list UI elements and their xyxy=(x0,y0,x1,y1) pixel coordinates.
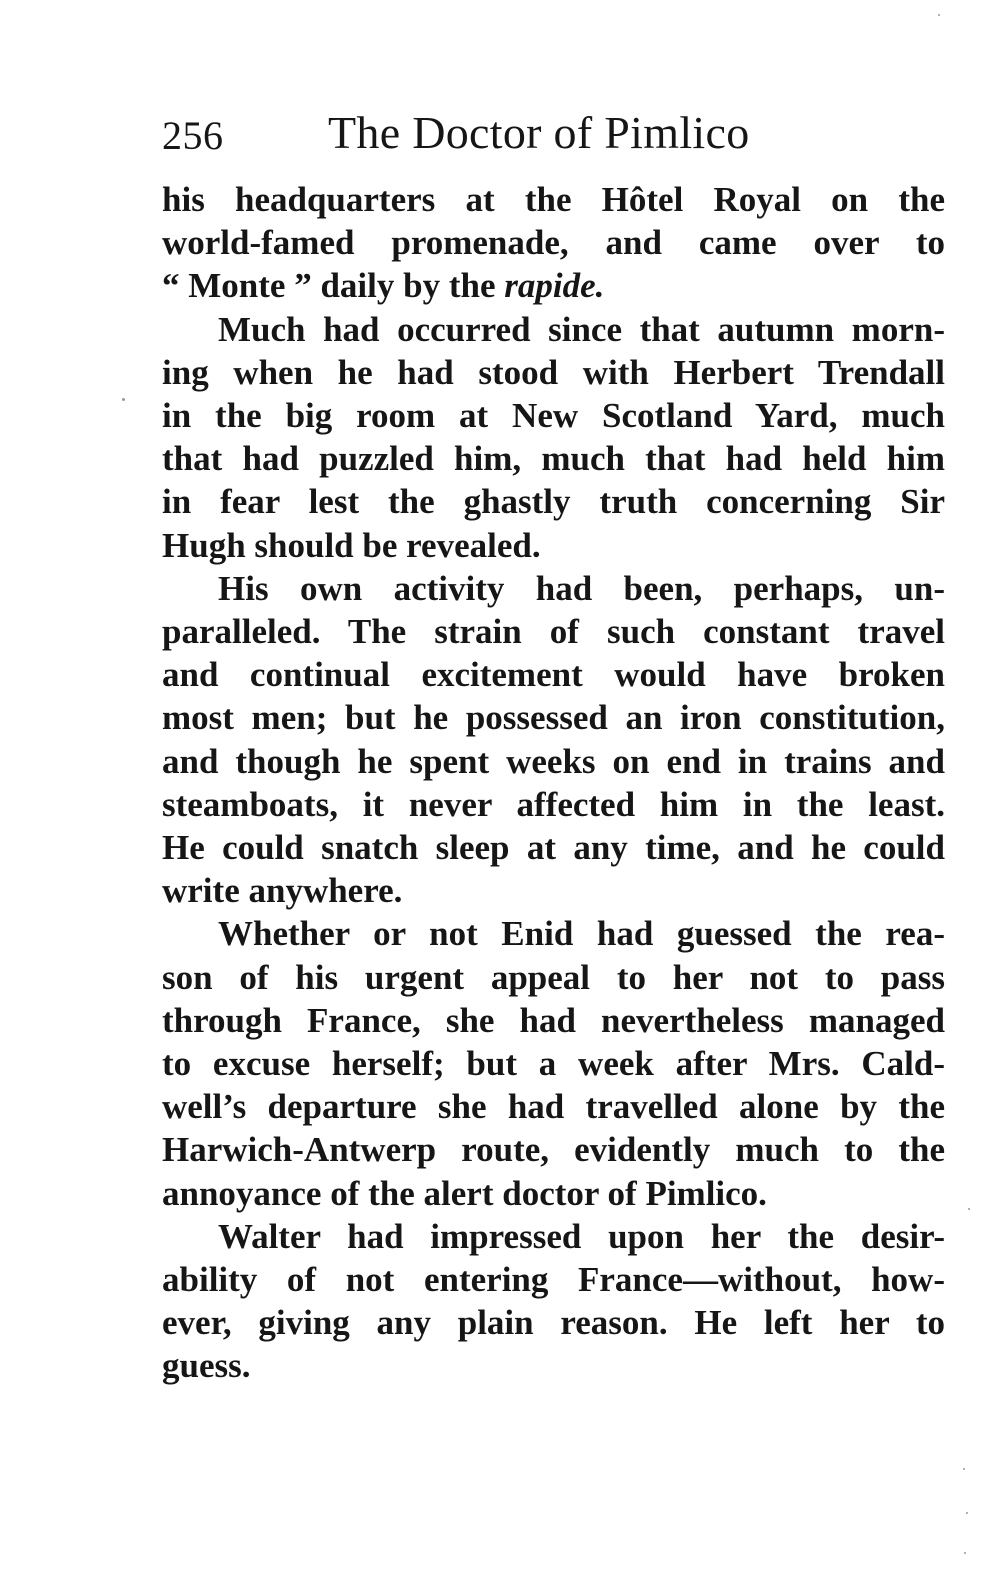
text-line-content: his headquarters at the Hôtel Royal on the xyxy=(162,180,945,219)
text-line-content: steamboats, it never affected him in the least. xyxy=(162,785,945,824)
text-line-content: ing when he had stood with Herbert Trendall xyxy=(162,353,945,392)
paper-speck xyxy=(122,398,125,401)
text-line xyxy=(162,1128,945,1172)
text-line-content: and continual excitement would have broken xyxy=(162,655,945,694)
text-line-content: write anywhere. xyxy=(162,871,403,910)
text-line xyxy=(162,653,945,697)
book-title: The Doctor of Pimlico xyxy=(328,107,750,158)
text-line xyxy=(162,956,945,1000)
text-line xyxy=(162,999,945,1043)
text-line xyxy=(162,783,945,827)
text-line-content: paralleled. The strain of such constant travel xyxy=(162,612,945,651)
italic-word: rapide. xyxy=(504,266,605,305)
text-line xyxy=(218,912,945,956)
text-line xyxy=(162,696,945,740)
text-line-content: His own activity had been, perhaps, un- xyxy=(218,569,945,608)
text-line-content: to excuse herself; but a week after Mrs. Cald- xyxy=(162,1044,945,1083)
text-line xyxy=(162,1344,945,1388)
text-line xyxy=(218,567,945,611)
page-number: 256 xyxy=(162,113,224,158)
text-line-content: He could snatch sleep at any time, and he could xyxy=(162,828,945,867)
text-line xyxy=(162,264,945,308)
text-line xyxy=(162,1258,945,1302)
text-line-content: son of his urgent appeal to her not to pass xyxy=(162,958,945,997)
text-line-content: Walter had impressed upon her the desir- xyxy=(218,1217,945,1256)
text-line xyxy=(162,1085,945,1129)
text-line xyxy=(162,524,945,568)
paper-speck xyxy=(964,1552,966,1554)
running-head xyxy=(162,106,802,162)
text-line xyxy=(162,178,945,222)
text-line-content: ability of not entering France—without, how- xyxy=(162,1260,945,1299)
text-line xyxy=(162,610,945,654)
text-line-content: guess. xyxy=(162,1346,251,1385)
paper-speck xyxy=(966,1512,968,1514)
text-line xyxy=(218,308,945,352)
text-line xyxy=(162,437,945,481)
paper-speck xyxy=(938,14,940,16)
text-line-content: well’s departure she had travelled alone by the xyxy=(162,1087,945,1126)
text-line-content: in the big room at New Scotland Yard, much xyxy=(162,396,945,435)
text-line-content: ever, giving any plain reason. He left her to xyxy=(162,1303,945,1342)
text-line xyxy=(162,1172,945,1216)
text-line-content: through France, she had nevertheless managed xyxy=(162,1001,945,1040)
text-line xyxy=(162,221,945,265)
text-line-content: annoyance of the alert doctor of Pimlico. xyxy=(162,1174,767,1213)
paper-speck xyxy=(963,1468,965,1470)
text-line-content: in fear lest the ghastly truth concerning Sir xyxy=(162,482,945,521)
text-line xyxy=(162,826,945,870)
text-line-content: world-famed promenade, and came over to xyxy=(162,223,945,262)
text-line xyxy=(162,740,945,784)
text-line-content: Whether or not Enid had guessed the rea- xyxy=(218,914,945,953)
text-line-content: Much had occurred since that autumn morn- xyxy=(218,310,945,349)
text-line xyxy=(162,394,945,438)
text-line xyxy=(218,1215,945,1259)
text-line xyxy=(162,1042,945,1086)
text-line-content: “ Monte ” daily by the xyxy=(162,266,505,305)
text-line-content: and though he spent weeks on end in trains and xyxy=(162,742,945,781)
text-line xyxy=(162,869,945,913)
text-line-content: Harwich-Antwerp route, evidently much to the xyxy=(162,1130,945,1169)
text-line xyxy=(162,1301,945,1345)
text-line-content: that had puzzled him, much that had held him xyxy=(162,439,945,478)
text-line-content: Hugh should be revealed. xyxy=(162,526,541,565)
text-line xyxy=(162,480,945,524)
text-line-content: most men; but he possessed an iron constitution, xyxy=(162,698,945,737)
text-line xyxy=(162,351,945,395)
paper-speck xyxy=(968,1208,970,1210)
